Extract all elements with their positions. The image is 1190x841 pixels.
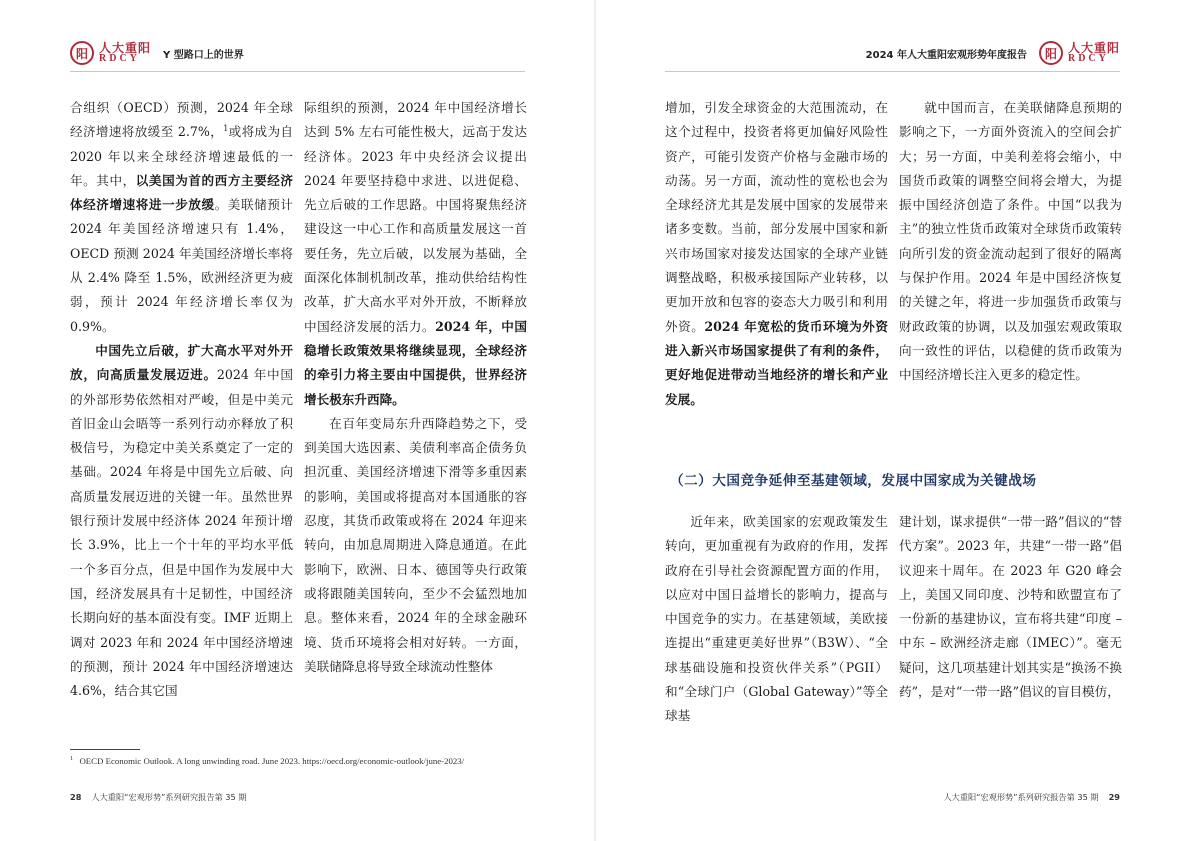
paragraph: 就中国而言，在美联储降息预期的影响之下，一方面外资流入的空间会扩大；另一方面，中美利差将会缩小，中国货币政策的调整空间将会增大，为提振中国经济创造了条件。中国“以我为主”的独立性货币政策对全球货币政策转向所引发的资金流动起到了很好的隔离与保护作用。2024 年是中国经济恢复的关键之年，将进一步加强货币政策与财政政策的协调，以及加强宏观政策取向一致性的评估，以稳健的货币政策为中国经济增长注入更多的稳定性。	[899, 100, 1122, 383]
right-page	[595, 0, 1190, 841]
logo-en: RDCY	[1067, 53, 1109, 64]
page-number-right: 29	[1108, 792, 1120, 802]
footer-text-right: 人大重阳“宏观形势”系列研究报告第 35 期	[943, 792, 1099, 802]
right-column-1	[665, 96, 888, 412]
right-column-2	[899, 96, 1122, 388]
running-title-right: 2024 年人大重阳宏观形势年度报告	[865, 49, 1027, 61]
left-header	[70, 40, 244, 66]
rdcy-logo	[70, 41, 151, 65]
right-header	[866, 40, 1120, 66]
header-rule-left	[70, 71, 525, 72]
text-run: 增加，引发全球资金的大范围流动，在这个过程中，投资者将更加偏好风险性资产，可能引发资产价格与金融市场的动荡。另一方面，流动性的宽松也会为全球经济尤其是发展中国家的发展带来诸多变数。当前，部分发展中国家和新兴市场国家对接发达国家的全球产业链调整战略，积极承接国际产业转移，以更加开放和包容的姿态大力吸引和利用外资。	[665, 100, 888, 334]
footnote	[70, 756, 464, 766]
text-run: 际组织的预测，2024 年中国经济增长达到 5% 左右可能性极大，远高于发达经济体。2023 年中央经济会议提出 2024 年要坚持稳中求进、以进促稳、先立后破的工作思路。中国将聚焦经济建设这一中心工作和高质量发展这一首要任务，先立后破，以发展为基础，全面深化体制机制改革，推动供给结构性改革，扩大高水平对外开放，不断释放中国经济发展的活力。	[304, 100, 527, 334]
bold-run: 以美国为首的西方主要经济体经济增速将进一步放缓	[70, 172, 294, 213]
right-column-1-lower	[665, 510, 888, 729]
footnote-ref[interactable]: 1	[223, 124, 229, 134]
header-rule-right	[665, 71, 1120, 72]
section-heading: （二）大国竞争延伸至基建领域，发展中国家成为关键战场	[670, 473, 1037, 489]
rdcy-logo	[1039, 41, 1120, 65]
bold-run: 2024 年宽松的货币环境为外资进入新兴市场国家提供了有利的条件，更好地促进带动当地经济的增长和产业发展。	[665, 318, 889, 407]
footer-right	[943, 792, 1120, 803]
footnote-number: 1	[70, 755, 74, 763]
footnote-text: OECD Economic Outlook. A long unwinding road. June 2023. https://oecd.org/economic-outlook/june-2023/	[79, 756, 465, 766]
page-number-left: 28	[70, 792, 82, 802]
paragraph: 在百年变局东升西降趋势之下，受到美国大选因素、美债利率高企债务负担沉重、美国经济增速下滑等多重因素的影响，美国或将提高对本国通胀的容忍度，其货币政策或将在 2024 年迎来转向，由加息周期进入降息通道。在此影响下，欧洲、日本、德国等央行政策或将跟随美国转向，至少不会猛烈地加息。整体来看，2024 年的全球金融环境、货币环境将会相对好转。一方面，美联储降息将导致全球流动性整体	[304, 415, 527, 674]
left-column-1	[70, 96, 293, 703]
left-column-2	[304, 96, 527, 679]
footnote-rule	[70, 749, 140, 750]
paragraph: 近年来，欧美国家的宏观政策发生转向，更加重视有为政府的作用，发挥政府在引导社会资源配置方面的作用，以应对中国日益增长的影响力，提高与中国竞争的实力。在基建领域，美欧接连提出“重建更美好世界”（B3W）、“全球基础设施和投资伙伴关系”（PGII）和“全球门户（Global Gateway）”等全球基	[665, 514, 888, 724]
footer-left	[70, 792, 247, 803]
text-run: 。美联储预计 2024 年美国经济增速只有 1.4%，OECD 预测 2024 年美国经济增长率将从 2.4% 降至 1.5%，欧洲经济更为疲弱，预计 2024 年经济增长率仅为 0.9%。	[70, 197, 294, 334]
text-run: 合组织（OECD）预测，2024 年全球经济增速将放缓至 2.7%，	[70, 100, 293, 140]
logo-en: RDCY	[99, 53, 140, 64]
rdcy-logo-icon: 阳	[70, 41, 94, 65]
rdcy-logo-icon: 阳	[1039, 41, 1063, 65]
bold-run: 中国先立后破，扩大高水平对外开放，向高质量发展迈进。	[70, 342, 293, 383]
bold-run: 2024 年，中国稳增长政策效果将继续显现，全球经济的牵引力将主要由中国提供，世界经济增长极东升西降。	[304, 318, 528, 407]
logo-cn: 人大重阳	[99, 41, 152, 55]
text-run: 2024 年中国的外部形势依然相对严峻，但是中美元首旧金山会晤等一系列行动亦释放了积极信号，为稳定中美关系奠定了一定的基础。2024 年将是中国先立后破、向高质量发展迈进的关键一年。虽然世界银行预计发展中经济体 2024 年预计增长 3.9%，比上一个十年的平均水平低一个多百分点，但是中国作为发展中大国，经济发展具有十足韧性，中国经济长期向好的基本面没有变。IMF 近期上调对 2023 年和 2024 年中国经济增速的预测，预计 2024 年中国经济增速达 4.6%，结合其它国	[70, 367, 294, 699]
running-title-left: Y 型路口上的世界	[163, 49, 244, 61]
paragraph: 建计划，谋求提供“一带一路”倡议的“替代方案”。2023 年，共建“一带一路”倡议迎来十周年。在 2023 年 G20 峰会上，美国又同印度、沙特和欧盟宣布了一份新的基建协议，宣布将共建“印度 – 中东 – 欧洲经济走廊（IMEC）”。毫无疑问，这几项基建计划其实是“换汤不换药”，是对“一带一路”倡议的盲目模仿，	[899, 514, 1122, 700]
footer-text-left: 人大重阳“宏观形势”系列研究报告第 35 期	[91, 792, 247, 802]
logo-cn: 人大重阳	[1067, 41, 1120, 55]
right-column-2-lower	[899, 510, 1122, 704]
text-run: 或将成为自 2020 年以来全球经济增速最低的一年。其中，	[70, 124, 293, 188]
